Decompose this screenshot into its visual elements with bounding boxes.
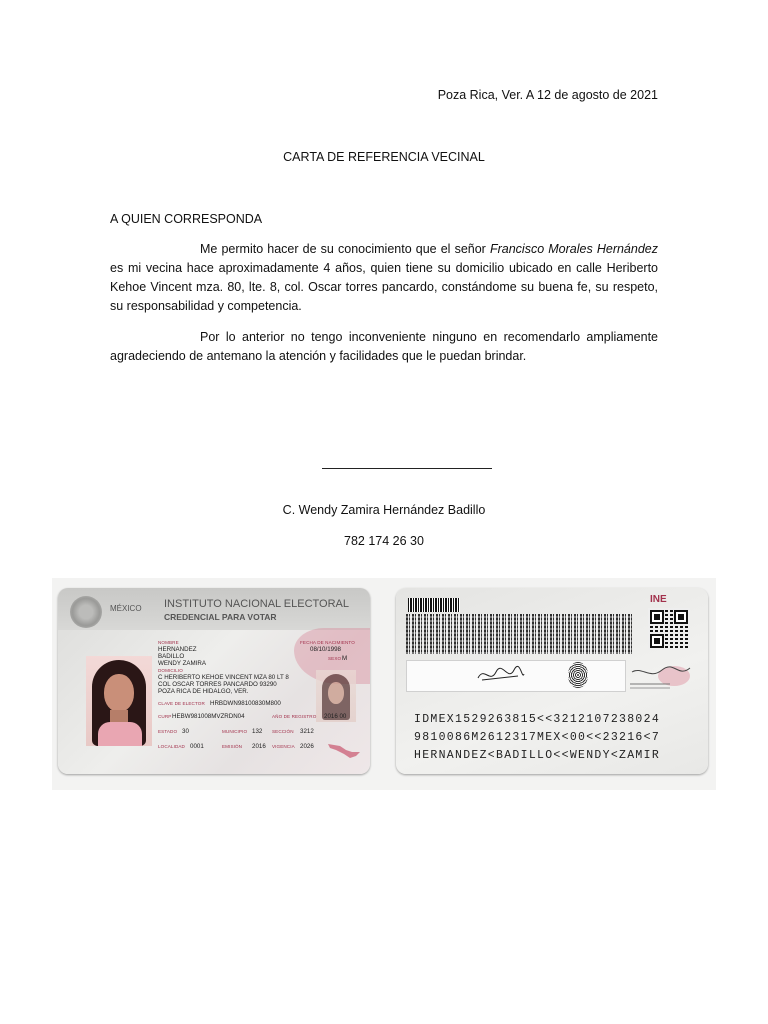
- paragraph-2-text: Por lo anterior no tengo inconveniente ninguno en recomendarlo ampliamente agradeciendo de antemano la atención y facilidades que le puedan brindar.: [110, 330, 658, 363]
- handwritten-signature-icon: [474, 664, 526, 686]
- id-country: MÉXICO: [110, 604, 142, 613]
- localidad-value: 0001: [190, 743, 204, 750]
- seccion-label: SECCIÓN: [272, 729, 294, 734]
- elector-key-value: HRBDWN98100830M800: [210, 700, 281, 707]
- letter-title: CARTA DE REFERENCIA VECINAL: [283, 150, 485, 164]
- id-card-back: [396, 588, 708, 774]
- localidad-label: LOCALIDAD: [158, 744, 185, 749]
- id-institute: INSTITUTO NACIONAL ELECTORAL: [164, 598, 350, 610]
- seccion-value: 3212: [300, 728, 314, 735]
- elector-key-label: CLAVE DE ELECTOR: [158, 701, 205, 706]
- emision-value: 2016: [252, 743, 266, 750]
- salutation: A QUIEN CORRESPONDA: [110, 212, 263, 226]
- mexico-map-icon: [326, 742, 362, 760]
- referenced-person-name: Francisco Morales Hernández: [489, 242, 658, 256]
- id-photo: [86, 656, 152, 746]
- sex-value: M: [342, 655, 348, 662]
- registro-label: AÑO DE REGISTRO: [272, 714, 317, 719]
- address-label: DOMICILIO: [158, 668, 183, 673]
- curp-label: CURP: [158, 714, 172, 719]
- id-card-type: CREDENCIAL PARA VOTAR: [164, 612, 277, 622]
- municipio-label: MUNICIPIO: [222, 729, 248, 734]
- pdf417-barcode: [406, 614, 632, 654]
- registro-value: 2016 00: [324, 713, 347, 720]
- municipio-value: 132: [252, 728, 263, 735]
- ine-logo: INE: [650, 594, 667, 605]
- paragraph-1-start: Me permito hacer de su conocimiento que el señor: [200, 242, 490, 256]
- id-scan: [52, 578, 716, 790]
- dob-value: 08/10/1998: [310, 646, 341, 653]
- address-line-1: C HERIBERTO KEHOE VINCENT MZA 80 LT 8: [158, 674, 289, 681]
- vigencia-label: VIGENCIA: [272, 744, 295, 749]
- official-signature-stamp-icon: [626, 662, 696, 692]
- name-line-2: BADILLO: [158, 653, 185, 660]
- paragraph-1: [110, 240, 658, 316]
- date-line: Poza Rica, Ver. A 12 de agosto de 2021: [437, 88, 658, 102]
- signatory-phone: 782 174 26 30: [344, 534, 424, 548]
- barcode-1d: [408, 598, 460, 612]
- paragraph-2: [110, 328, 658, 366]
- name-label: NOMBRE: [158, 640, 179, 645]
- fingerprint-icon: [568, 662, 588, 688]
- id-card-front: [58, 588, 370, 774]
- national-seal-icon: [70, 596, 102, 628]
- name-line-3: WENDY ZAMIRA: [158, 660, 207, 667]
- address-line-2: COL OSCAR TORRES PANCARDO 93290: [158, 681, 277, 688]
- mrz-line-1: IDMEX1529263815<<3212107238024: [414, 713, 661, 726]
- mrz-line-2: 9810086M2612317MEX<00<<23216<7: [414, 731, 661, 744]
- qr-code-icon: [648, 608, 690, 650]
- estado-value: 30: [182, 728, 189, 735]
- address-line-3: POZA RICA DE HIDALGO, VER.: [158, 688, 249, 695]
- curp-value: HEBW981008MVZRDN04: [172, 713, 245, 720]
- signature-line: [322, 468, 492, 469]
- estado-label: ESTADO: [158, 729, 178, 734]
- emision-label: EMISIÓN: [222, 744, 243, 749]
- signatory-name: C. Wendy Zamira Hernández Badillo: [282, 503, 486, 517]
- paragraph-1-rest: es mi vecina hace aproximadamente 4 años, quien tiene su domicilio ubicado en calle Heriberto Kehoe Vincent mza. 80, lte. 8, col. Oscar torres pancardo, constándome su buena fe, su respeto, su responsabilidad y competencia.: [110, 261, 658, 313]
- dob-label: FECHA DE NACIMIENTO: [300, 640, 355, 645]
- sex-label: SEXO: [328, 656, 342, 661]
- name-line-1: HERNANDEZ: [158, 646, 197, 653]
- vigencia-value: 2026: [300, 743, 314, 750]
- mrz-line-3: HERNANDEZ<BADILLO<<WENDY<ZAMIR: [414, 749, 661, 762]
